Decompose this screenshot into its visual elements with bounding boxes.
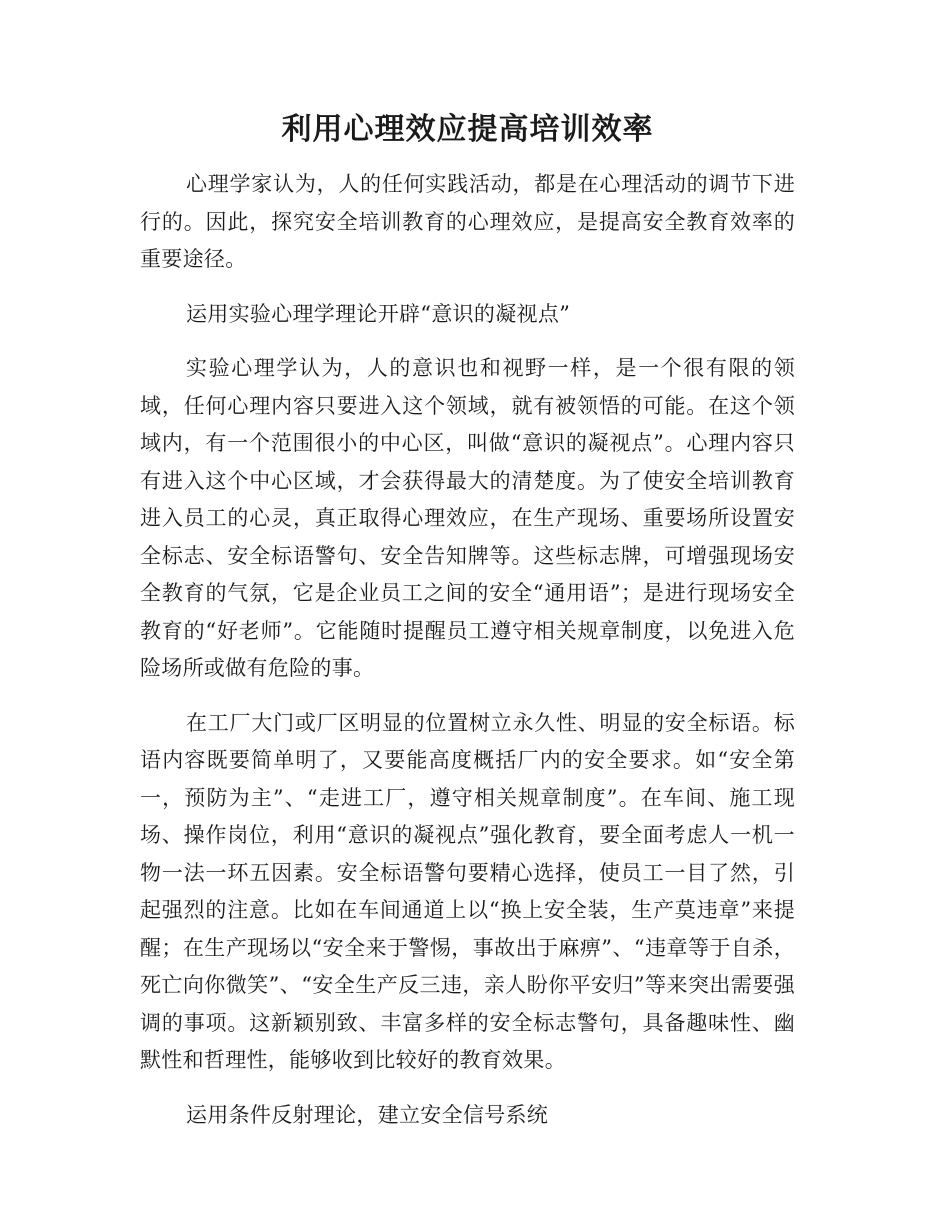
- document-page: [140, 108, 795, 1151]
- paragraph-experimental-psychology: 实验心理学认为，人的意识也和视野一样，是一个很有限的领域，任何心理内容只要进入这个领域，就有被领悟的可能。在这个领域内，有一个范围很小的中心区，叫做“意识的凝视点”。心理内容只有进入这个中心区域，才会获得最大的清楚度。为了使安全培训教育进入员工的心灵，真正取得心理效应，在生产现场、重要场所设置安全标志、安全标语警句、安全告知牌等。这些标志牌，可增强现场安全教育的气氛，它是企业员工之间的安全“通用语”；是进行现场安全教育的“好老师”。它能随时提醒员工遵守相关规章制度，以免进入危险场所或做有危险的事。: [140, 356, 795, 680]
- section-heading-gaze-point: 运用实验心理学理论开辟“意识的凝视点”: [186, 301, 571, 326]
- section-heading-conditioned-reflex: 运用条件反射理论，建立安全信号系统: [186, 1102, 549, 1127]
- paragraph-safety-slogans: 在工厂大门或厂区明显的位置树立永久性、明显的安全标语。标语内容既要简单明了，又要能高度概括厂内的安全要求。如“安全第一，预防为主”、“走进工厂，遵守相关规章制度”。在车间、施工现场、操作岗位，利用“意识的凝视点”强化教育，要全面考虑人一机一物一法一环五因素。安全标语警句要精心选择，使员工一目了然，引起强烈的注意。比如在车间通道上以“换上安全装，生产莫违章”来提醒；在生产现场以“安全来于警惕，事故出于麻痹”、“违章等于自杀，死亡向你微笑”、“安全生产反三违，亲人盼你平安归”等来突出需要强调的事项。这新颖别致、丰富多样的安全标志警句，具备趣味性、幽默性和哲理性，能够收到比较好的教育效果。: [140, 710, 795, 1072]
- document-title: 利用心理效应提高培训效率: [281, 112, 654, 147]
- paragraph-intro: 心理学家认为，人的任何实践活动，都是在心理活动的调节下进行的。因此，探究安全培训教育的心理效应，是提高安全教育效率的重要途径。: [140, 172, 795, 271]
